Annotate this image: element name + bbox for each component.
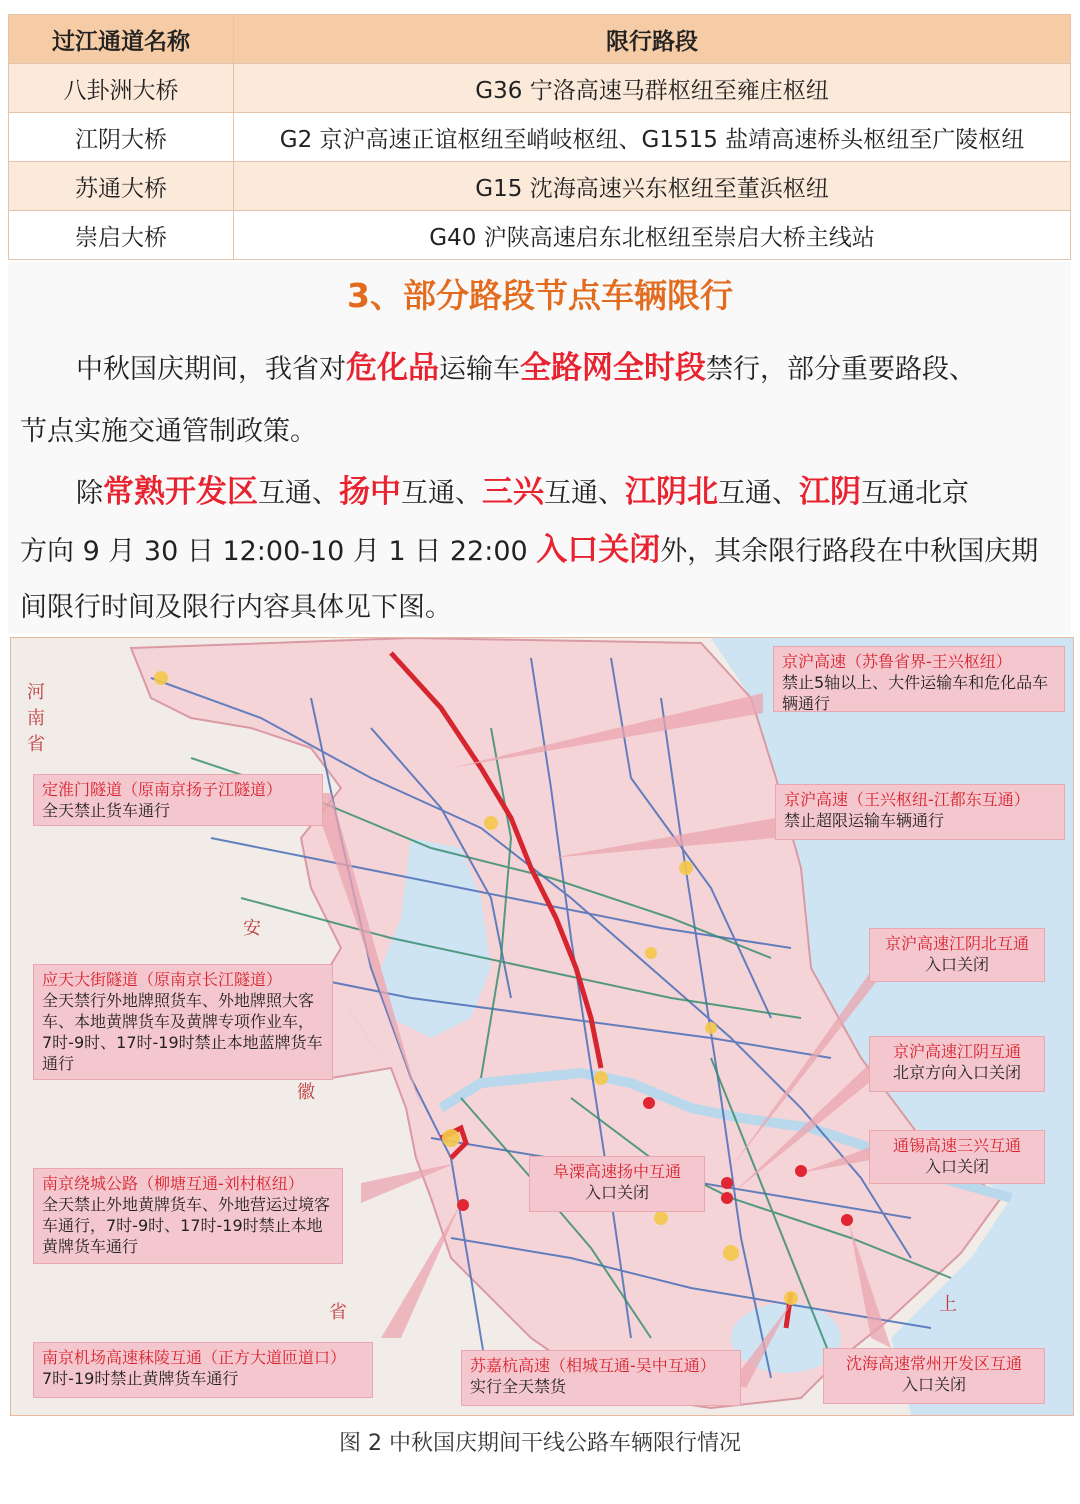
callout-jinghu-wangxing [775,784,1065,840]
callout-title: 定淮门隧道（原南京扬子江隧道） [42,780,283,799]
callout-desc: 入口关闭 [924,955,989,974]
table-cell: G2 京沪高速正谊枢纽至峭岐枢纽、G1515 盐靖高速桥头枢纽至广陵枢纽 [234,113,1071,162]
text: 互通、 [401,478,482,509]
bridge-restriction-table [8,14,1071,260]
text: 中秋国庆期间，我省对 [76,354,346,385]
section-title: 3、部分路段节点车辆限行 [347,276,733,315]
paragraph-1-line-1 [20,338,1065,400]
callout-yangzhong [529,1156,705,1212]
callout-title: 京沪高速（王兴枢纽-江都东互通） [784,790,1030,809]
province-label: 上 [939,1294,957,1315]
callout-desc: 北京方向入口关闭 [892,1063,1021,1082]
table-cell: G15 沈海高速兴东枢纽至董浜枢纽 [234,162,1071,211]
paragraph-2-line-2 [20,520,1065,582]
callout-title: 京沪高速江阴互通 [892,1042,1021,1061]
paragraph-1-line-2: 节点实施交通管制政策。 [20,416,317,447]
callout-title: 京沪高速江阴北互通 [884,934,1029,953]
highlight-text: 江阴 [799,474,861,510]
province-label: 安 [243,918,261,939]
text: 互通北京 [861,478,969,509]
callout-title: 苏嘉杭高速（相城互通-吴中互通） [470,1356,716,1375]
callout-desc: 实行全天禁货 [470,1377,567,1396]
callout-desc: 7时-19时禁止黄牌货车通行 [42,1369,239,1388]
callout-desc: 全天禁止货车通行 [42,801,171,820]
highlight-text: 江阴北 [625,474,718,510]
callout-desc: 全天禁行外地牌照货车、外地牌照大客车、本地黄牌货车及黄牌专项作业车，7时-9时、17时-19时禁止本地蓝牌货车通行 [42,991,323,1073]
table-cell: G36 宁洛高速马群枢纽至雍庄枢纽 [234,64,1071,113]
text: 方向 9 月 30 日 12:00-10 月 1 日 22:00 [20,536,537,567]
text: 运输车 [439,354,520,385]
text: 外，其余限行路段在中秋国庆期 [660,536,1039,567]
text: 互通、 [718,478,799,509]
callout-desc: 入口关闭 [584,1183,649,1202]
text: 除 [76,478,103,509]
callout-sujiahang [461,1350,741,1406]
table-cell: 八卦洲大桥 [9,64,234,113]
table-row [9,113,1071,162]
callout-title: 南京绕城公路（柳塘互通-刘村枢纽） [42,1174,304,1193]
highlight-text: 危化品 [346,350,439,386]
callout-desc: 入口关闭 [901,1375,966,1394]
highlight-text: 入口关闭 [536,532,661,568]
highlight-text: 扬中 [339,474,401,510]
table-cell: 江阴大桥 [9,113,234,162]
callout-title: 应天大街隧道（原南京长江隧道） [42,970,283,989]
table-header-section: 限行路段 [234,15,1071,64]
callout-title: 通锡高速三兴互通 [892,1136,1021,1155]
table-header-row [9,15,1071,64]
callout-title: 沈海高速常州开发区互通 [845,1354,1022,1373]
province-label: 南 [27,708,45,729]
table-row [9,64,1071,113]
callout-changzhou [823,1348,1045,1404]
highlight-text: 常熟开发区 [103,474,258,510]
province-label: 省 [329,1302,347,1323]
table-row [9,162,1071,211]
text: 禁行，部分重要路段、 [706,354,976,385]
callout-desc: 入口关闭 [924,1157,989,1176]
callout-desc: 全天禁止外地黄牌货车、外地营运过境客车通行，7时-9时、17时-19时禁止本地黄牌货车通行 [42,1195,331,1256]
callout-nanjing-ring [33,1168,343,1264]
callout-title: 阜溧高速扬中互通 [552,1162,681,1181]
table-row [9,211,1071,260]
callout-sanxing [869,1130,1045,1184]
paragraph-2-line-1 [20,462,1065,524]
callout-nanjing-airport [33,1342,373,1398]
callout-title: 京沪高速（苏鲁省界-王兴枢纽） [782,652,1012,671]
highlight-text: 三兴 [482,474,544,510]
text: 互通、 [544,478,625,509]
text: 互通、 [258,478,339,509]
province-label: 省 [27,734,45,755]
road-restriction-map [10,637,1074,1416]
callout-desc: 禁止5轴以上、大件运输车和危化品车辆通行 [782,673,1049,713]
table-cell: 苏通大桥 [9,162,234,211]
paragraph-2-line-3: 间限行时间及限行内容具体见下图。 [20,592,452,623]
callout-title: 南京机场高速秣陵互通（正方大道匝道口） [42,1348,347,1367]
table-cell: 崇启大桥 [9,211,234,260]
callout-jiangyinbei [869,928,1045,982]
province-label: 河 [27,682,45,703]
province-label: 徽 [297,1082,315,1103]
figure-caption: 图 2 中秋国庆期间干线公路车辆限行情况 [339,1431,741,1456]
callout-yingtian-tunnel [33,964,333,1080]
callout-dinghuaimen-tunnel [33,774,323,826]
highlight-text: 全路网全时段 [520,350,706,386]
callout-jinghu-north [773,646,1065,712]
callout-jiangyin [869,1036,1045,1092]
table-header-name: 过江通道名称 [9,15,234,64]
callout-desc: 禁止超限运输车辆通行 [784,811,945,830]
table-cell: G40 沪陕高速启东北枢纽至崇启大桥主线站 [234,211,1071,260]
